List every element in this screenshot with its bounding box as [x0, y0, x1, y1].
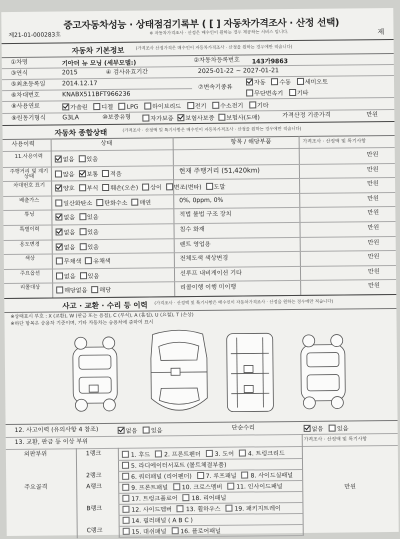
status-option-label: 있음	[87, 229, 99, 236]
part-label: 9. 프론트패널	[131, 484, 168, 491]
status-option-checkbox[interactable]	[85, 257, 92, 264]
car-diagram-area	[11, 326, 382, 422]
status-row-price: 만원	[367, 152, 379, 159]
warranty-label: ⑩보증유형	[102, 115, 131, 122]
status-row-label: 주행거리 및 계기상태	[8, 169, 50, 180]
part-label: 11. 인사이드패널	[236, 483, 282, 490]
status-row-price: 만원	[368, 254, 380, 261]
parts-group-name: 외판부위	[24, 452, 47, 459]
status-row-label: 용도변경	[9, 242, 51, 248]
transmission-auto-checkbox[interactable]	[246, 78, 253, 85]
part-label: 7. 루프패널	[206, 473, 237, 480]
first-reg-value: 2014.12.17	[62, 80, 98, 87]
status-option-label: 일산화탄소	[63, 200, 92, 207]
status-col-price: 가격조사 · 산정액 및 특기사항	[303, 139, 366, 145]
status-row-price: 만원	[367, 181, 379, 188]
year-value: 2015	[62, 69, 78, 76]
part-label: 15. 대쉬패널	[132, 528, 167, 535]
part-checkbox[interactable]	[183, 494, 190, 501]
accident-history-label: 12. 사고이력 (유의사항 4 참조)	[15, 427, 99, 435]
parts-price-header: 가격조사 · 산정액 및 특기사항	[304, 437, 367, 443]
status-option-label: 유채색	[93, 258, 110, 265]
fuel-label: ⑧사용연료	[11, 104, 40, 111]
accident-history-options: 없음 있음	[118, 426, 163, 435]
status-row-label: 색상	[9, 257, 51, 263]
part-checkbox[interactable]	[227, 483, 234, 490]
status-option-label: 적음	[110, 170, 122, 177]
warranty-options: 자가보증 보험사보증 보험사(도매)	[142, 113, 260, 123]
status-row-options	[55, 213, 102, 222]
status-option-label: 있음	[87, 214, 99, 221]
part-checkbox[interactable]	[242, 472, 249, 479]
status-note: (가격조사 · 산정액 및 특기사항은 매수인이 자동차가격조사 · 산정을 원하는 경우에만 적습니다)	[123, 128, 302, 135]
part-label: 4. 트렁크리드	[248, 450, 285, 457]
legend-line-1: ※상태표시 부호 : X (교환), W (판금 또는 용접), C (부식), A (흠집), U (요철), T (손상)	[10, 313, 193, 320]
part-checkbox[interactable]	[122, 451, 129, 458]
part-checkbox[interactable]	[122, 506, 129, 513]
vin-label: ⑥차대번호	[11, 93, 40, 100]
status-row-price: 만원	[367, 167, 379, 174]
fuel-electric-checkbox[interactable]	[187, 102, 194, 109]
parts-rank: B랭크	[86, 506, 102, 513]
part-label: 19. 패키지트레이	[235, 505, 281, 512]
part-label: 14. 필러패널 ( A B C )	[132, 517, 193, 525]
status-row-options	[56, 257, 115, 267]
status-option-label: 상이	[150, 185, 162, 192]
status-option-checkbox[interactable]	[91, 286, 98, 293]
part-checkbox[interactable]	[155, 450, 162, 457]
status-option-checkbox[interactable]	[102, 170, 109, 177]
part-label: 10. 크로스멤버	[182, 484, 223, 491]
part-checkbox[interactable]	[122, 495, 129, 502]
status-row-item: 리콜이행 이행 미이행	[180, 285, 236, 292]
part-checkbox[interactable]	[123, 517, 130, 524]
status-option-label: 없음	[63, 156, 75, 163]
status-row-label: 차대번호 표기	[8, 184, 50, 190]
part-label: 12. 사이드멤버	[131, 506, 172, 513]
status-option-checkbox[interactable]	[79, 228, 86, 235]
status-option-label: 있음	[87, 244, 99, 251]
plate-value: 143가9863	[252, 56, 288, 65]
status-row-item: 전체도색 색상변경	[180, 256, 228, 263]
inspection-record-sheet	[1, 8, 398, 536]
status-option-checkbox[interactable]	[79, 184, 86, 191]
part-label: 16. 플로어패널	[180, 528, 221, 535]
status-row-price: 만원	[367, 196, 379, 203]
status-title: 자동차 종합상태	[54, 127, 107, 139]
transmission-other-checkbox[interactable]	[289, 89, 296, 96]
status-option-checkbox[interactable]	[96, 199, 103, 206]
status-row-price: 만원	[368, 284, 380, 291]
status-row-options	[56, 243, 103, 252]
status-option-label: 변조(변타)	[174, 184, 202, 191]
status-option-label: 부식	[87, 185, 99, 192]
document-number: 제21-01-000283호	[8, 32, 60, 39]
accident-title: 사고 · 교환 · 수리 등 이력	[62, 300, 147, 312]
fuel-gasoline-checkbox[interactable]	[62, 103, 69, 110]
status-option-checkbox[interactable]	[55, 185, 62, 192]
status-option-checkbox[interactable]	[166, 183, 173, 190]
car-left-side-view	[73, 337, 118, 411]
accident-exists-checkbox[interactable]	[143, 427, 150, 434]
parts-rank: 2랭크	[86, 473, 101, 480]
status-option-checkbox[interactable]	[56, 243, 63, 250]
status-option-label: 없음	[64, 229, 76, 236]
status-option-checkbox[interactable]	[79, 243, 86, 250]
status-option-checkbox[interactable]	[102, 184, 109, 191]
status-row-options	[55, 183, 229, 194]
fuel-options: 가솔린 디젤 LPG 하이브리드 전기 수소전기 기타	[62, 101, 268, 112]
part-label: 13. 휠하우스	[186, 506, 221, 513]
accident-note: (가격조사 · 산정액 및 특기사항은 매수인이 자동차가격조사 · 산정을 원하는 경우에만 적습니다)	[154, 301, 333, 308]
status-option-label: 있음	[86, 156, 98, 163]
part-label: 3. 도어	[215, 451, 234, 458]
part-checkbox[interactable]	[122, 484, 129, 491]
status-option-checkbox[interactable]	[80, 272, 87, 279]
transmission-cvt-checkbox[interactable]	[246, 89, 253, 96]
part-checkbox[interactable]	[173, 483, 180, 490]
part-checkbox[interactable]	[197, 472, 204, 479]
part-checkbox[interactable]	[239, 450, 246, 457]
year-label: ③연식	[11, 71, 28, 78]
status-row-label: 11.사용이력	[8, 155, 50, 161]
price-label: 가격산정 기준가격	[282, 113, 330, 120]
car-frame-view	[227, 333, 274, 411]
status-row-item: 침수 화재	[180, 227, 205, 234]
plate-label: ②자동차등록번호	[194, 58, 240, 65]
status-option-label: 많음	[63, 171, 75, 178]
accident-none-checkbox[interactable]	[118, 427, 125, 434]
part-checkbox[interactable]	[177, 505, 184, 512]
status-option-checkbox[interactable]	[56, 228, 63, 235]
status-col-state: 상태	[101, 141, 113, 148]
status-row-item: 현재 주행거리 (51,420km)	[179, 167, 260, 175]
status-row-label: 배출가스	[8, 198, 50, 204]
status-option-label: 보통	[87, 171, 99, 178]
status-row-price: 만원	[368, 240, 380, 247]
status-rows	[1, 8, 393, 12]
status-option-checkbox[interactable]	[79, 214, 86, 221]
status-row-options	[55, 155, 102, 164]
status-row-price: 만원	[368, 269, 380, 276]
status-option-checkbox[interactable]	[56, 258, 63, 265]
car-name-label: ①차명	[11, 60, 28, 67]
part-label: 6. 쿼터패널 (리어펜더)	[131, 473, 192, 481]
simple-repair-exists-checkbox[interactable]	[329, 425, 336, 432]
parts-rows	[1, 8, 393, 12]
car-top-view	[151, 330, 208, 411]
status-row-label: 리콜대상	[9, 286, 51, 292]
parts-rank: C랭크	[87, 528, 103, 535]
transmission-options-2: 무단변속기 기타	[246, 89, 308, 99]
status-option-label: 있음	[88, 273, 100, 280]
document-title: 중고자동차성능 · 상태점검기록부 ( [ ] 자동차가격조사 · 산정 선택)	[63, 15, 339, 32]
status-col-history: 사용이력	[12, 142, 35, 149]
status-row-item: 렌트 영업용	[180, 241, 211, 248]
status-option-label: 탄화수소	[104, 200, 127, 207]
warranty-insurance-checkbox[interactable]	[177, 114, 184, 121]
part-checkbox[interactable]	[122, 473, 129, 480]
status-option-checkbox[interactable]	[55, 170, 62, 177]
part-label: 8. 사이드실패널	[251, 472, 293, 479]
status-option-checkbox[interactable]	[78, 155, 85, 162]
transmission-options: 자동 수동 세미오토	[246, 78, 328, 88]
status-option-label: 해당	[99, 287, 111, 294]
status-row-item: 0%, 0ppm, 0%	[179, 198, 223, 205]
parts-price-unit: 만원	[344, 484, 356, 491]
status-row-options	[56, 228, 103, 237]
parts-label: 13. 교환, 판금 등 이상 부위	[15, 439, 88, 447]
status-row-label: 특별이력	[9, 228, 51, 234]
car-diagrams	[11, 326, 382, 422]
transmission-label: ⑦변속기종류	[198, 85, 232, 92]
status-row-label: 튜닝	[8, 213, 50, 219]
service-notice: ※ 자동차가격조사 · 산정은 매수인이 원하는 경우 제공하는 서비스 입니다.	[149, 31, 288, 37]
fuel-lpg-checkbox[interactable]	[119, 103, 126, 110]
status-row-options	[55, 169, 126, 179]
status-option-label: 무채색	[64, 258, 81, 265]
basic-info-title: 자동차 기본정보	[72, 45, 125, 57]
status-option-checkbox[interactable]	[142, 184, 149, 191]
status-option-label: 없음	[63, 215, 75, 222]
status-option-label: 양호	[63, 185, 75, 192]
fuel-diesel-checkbox[interactable]	[93, 103, 100, 110]
parts-rank: A랭크	[86, 484, 102, 491]
transmission-manual-checkbox[interactable]	[271, 78, 278, 85]
status-option-checkbox[interactable]	[55, 214, 62, 221]
part-label: 18. 리어패널	[192, 495, 227, 502]
warranty-self-checkbox[interactable]	[142, 115, 149, 122]
status-option-checkbox[interactable]	[131, 198, 138, 205]
status-option-label: 해당없음	[64, 288, 87, 295]
engine-label: ⑨원동기형식	[11, 116, 45, 123]
status-option-label: 훼손(오손)	[110, 185, 138, 192]
inspection-period-value: 2025-01-22 ~ 2027-01-21	[198, 67, 279, 75]
fuel-hydrogen-checkbox[interactable]	[212, 102, 219, 109]
engine-value: G3LA	[62, 114, 79, 121]
part-label: 1. 후드	[131, 452, 150, 459]
basic-info-note: (가격조사 산정가격은 매수인이 자동차가격조사 · 산정을 원하는 경우에만 적습니다)	[136, 46, 293, 52]
simple-repair-none-checkbox[interactable]	[304, 425, 311, 432]
status-row-price: 만원	[368, 225, 380, 232]
part-label: 17. 트렁크플로어	[131, 495, 177, 502]
status-option-checkbox[interactable]	[56, 287, 63, 294]
part-label: 5. 라디에이터서포트 (볼트체결부품)	[131, 462, 226, 470]
status-row-options	[55, 198, 155, 208]
status-row-price: 만원	[367, 211, 379, 218]
part-checkbox[interactable]	[206, 450, 213, 457]
simple-repair-label: 단순수리	[232, 425, 255, 432]
transmission-semi-checkbox[interactable]	[297, 78, 304, 85]
simple-repair-options: 없음 있음	[304, 424, 349, 433]
status-row-options	[56, 286, 115, 296]
status-option-label: 매연	[139, 199, 151, 206]
status-row-item: 적법 불법 구조 장치	[179, 212, 231, 219]
first-reg-label: ⑤최초등록일	[11, 82, 45, 89]
fuel-other-checkbox[interactable]	[249, 101, 256, 108]
part-checkbox[interactable]	[122, 462, 129, 469]
warranty-wholesale-checkbox[interactable]	[218, 114, 225, 121]
status-option-checkbox[interactable]	[206, 183, 213, 190]
status-option-checkbox[interactable]	[55, 199, 62, 206]
car-name-value: 기아더 뉴 모닝 (세부모델:)	[62, 58, 136, 68]
legend-line-2: ※하단 항목은 승용차 기준이며, 기타 자동차는 승용차에 준하여 표시	[11, 320, 154, 327]
status-option-checkbox[interactable]	[55, 155, 62, 162]
part-label: 2. 프론트펜더	[164, 451, 201, 458]
status-option-checkbox[interactable]	[56, 272, 63, 279]
parts-rank: 1랭크	[86, 451, 101, 458]
fuel-hybrid-checkbox[interactable]	[144, 103, 151, 110]
parts-group-name: 주요골격	[24, 485, 47, 492]
car-right-side-view	[301, 334, 346, 408]
status-option-label: 도말	[214, 184, 226, 191]
part-checkbox[interactable]	[226, 505, 233, 512]
status-col-item: 항목 / 해당부품	[231, 139, 272, 146]
status-option-checkbox[interactable]	[79, 170, 86, 177]
inspection-period-label: ④ 검사유효기간	[106, 70, 148, 77]
status-row-options	[56, 272, 103, 281]
status-row-item: 선루프 내비게이션 기타	[180, 270, 242, 278]
status-row-label: 주요옵션	[9, 271, 51, 277]
status-option-label: 없음	[64, 244, 76, 251]
status-option-label: 없음	[64, 273, 76, 280]
part-checkbox[interactable]	[171, 527, 178, 534]
price-unit: 만원	[366, 112, 378, 119]
vin-value: KNABX511BFT966236	[62, 91, 130, 99]
side-mark: 제	[377, 28, 384, 36]
